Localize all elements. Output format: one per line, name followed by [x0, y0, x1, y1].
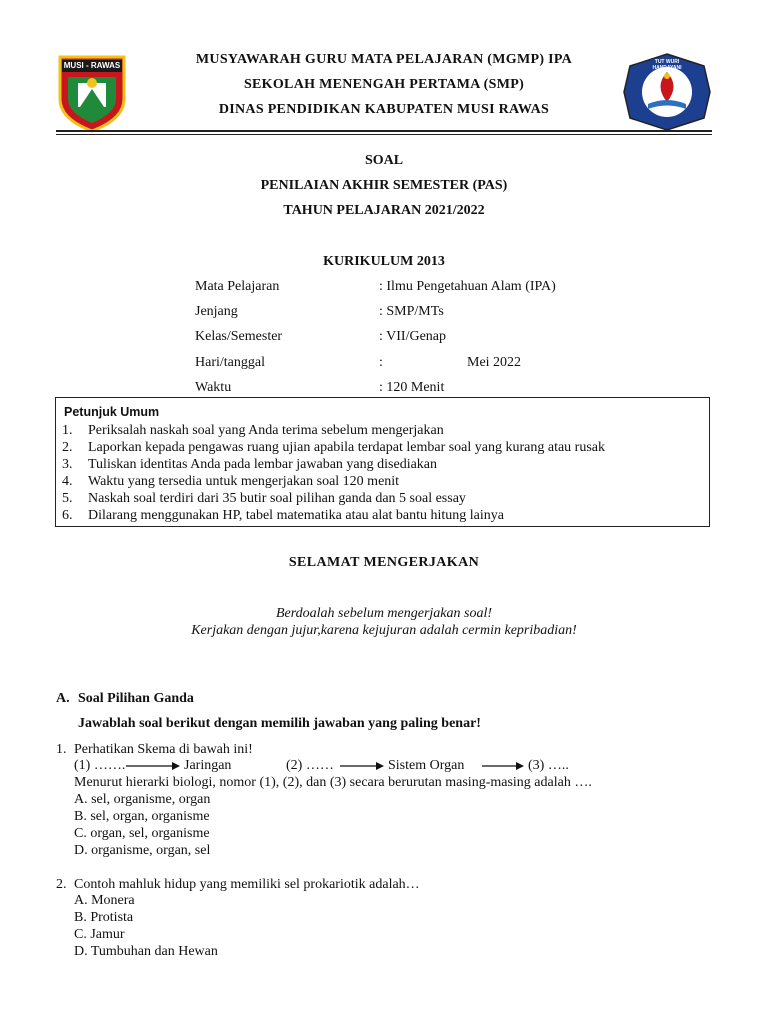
schema-jaringan: Jaringan — [184, 758, 232, 773]
meta-label: Mata Pelajaran — [195, 279, 280, 294]
arrow-icon — [482, 760, 524, 772]
question-text: Perhatikan Skema di bawah ini! — [74, 742, 253, 757]
schema-blank-1: (1) ……. — [74, 758, 126, 773]
meta-value: : 120 Menit — [379, 380, 445, 395]
option-c: C. organ, sel, organisme — [74, 826, 210, 841]
header-line-smp: SEKOLAH MENENGAH PERTAMA (SMP) — [243, 77, 525, 92]
doa-line-1: Berdoalah sebelum mengerjakan soal! — [275, 606, 493, 621]
list-item: 1. Periksalah naskah soal yang Anda terima sebelum mengerjakan — [62, 423, 444, 438]
list-item: 3. Tuliskan identitas Anda pada lembar jawaban yang disediakan — [62, 457, 438, 472]
meta-label: Jenjang — [195, 304, 238, 319]
logo-caption: TUT WURI HANDAYANI — [652, 59, 682, 71]
meta-value: : SMP/MTs — [379, 304, 444, 319]
meta-label: Kelas/Semester — [195, 329, 283, 344]
meta-value: : VII/Genap — [379, 329, 446, 344]
list-item: 4. Waktu yang tersedia untuk mengerjakan soal 120 menit — [62, 474, 400, 489]
title-soal: SOAL — [364, 153, 404, 168]
title-tahun: TAHUN PELAJARAN 2021/2022 — [283, 203, 485, 218]
option-d: D. organisme, organ, sel — [74, 843, 211, 858]
meta-date: Mei 2022 — [467, 355, 522, 370]
question-text: Contoh mahluk hidup yang memiliki sel prokariotik adalah… — [74, 877, 420, 892]
meta-value: : — [379, 355, 383, 370]
meta-row-jenjang — [195, 304, 715, 324]
arrow-icon — [126, 760, 180, 772]
petunjuk-umum-box — [55, 397, 710, 527]
meta-row-kelas — [195, 329, 715, 349]
meta-label: Hari/tanggal — [195, 355, 265, 370]
schema-sistem-organ: Sistem Organ — [388, 758, 465, 773]
list-item: 6. Dilarang menggunakan HP, tabel matematika atau alat bantu hitung lainya — [62, 508, 504, 523]
header-line-dinas: DINAS PENDIDIKAN KABUPATEN MUSI RAWAS — [218, 102, 550, 117]
title-pas: PENILAIAN AKHIR SEMESTER (PAS) — [260, 178, 508, 193]
section-instruction: Jawablah soal berikut dengan memilih jawaban yang paling benar! — [78, 716, 481, 731]
doa-line-2: Kerjakan dengan jujur,karena kejujuran adalah cermin kepribadian! — [191, 623, 577, 638]
title-kurikulum: KURIKULUM 2013 — [323, 254, 445, 269]
question-stem: Menurut hierarki biologi, nomor (1), (2), dan (3) secara berurutan masing-masing adalah …. — [74, 775, 592, 790]
option-b: B. sel, organ, organisme — [74, 809, 210, 824]
option-d: D. Tumbuhan dan Hewan — [74, 944, 218, 959]
list-item: 2. Laporkan kepada pengawas ruang ujian apabila terdapat lembar soal yang kurang atau rusak — [62, 440, 606, 455]
schema-blank-3: (3) ….. — [528, 758, 569, 773]
meta-value: : Ilmu Pengetahuan Alam (IPA) — [379, 279, 556, 294]
meta-label: Waktu — [195, 380, 232, 395]
section-label: A. — [56, 691, 70, 706]
option-a: A. sel, organisme, organ — [74, 792, 211, 807]
option-a: A. Monera — [74, 893, 135, 908]
list-item: 5. Naskah soal terdiri dari 35 butir soal pilihan ganda dan 5 soal essay — [62, 491, 466, 506]
header-line-mgmp: MUSYAWARAH GURU MATA PELAJARAN (MGMP) IPA — [195, 52, 573, 67]
question-number: 2. — [56, 877, 67, 892]
header-rule — [56, 130, 712, 132]
logo-caption: MUSI - RAWAS — [63, 61, 121, 70]
header-rule-thin — [56, 134, 712, 135]
section-title: Soal Pilihan Ganda — [78, 691, 194, 706]
petunjuk-title: Petunjuk Umum — [64, 405, 160, 419]
option-b: B. Protista — [74, 910, 134, 925]
question-number: 1. — [56, 742, 67, 757]
schema-blank-2: (2) …… — [286, 758, 334, 773]
meta-row-mapel — [195, 279, 715, 299]
arrow-icon — [340, 760, 384, 772]
option-c: C. Jamur — [74, 927, 125, 942]
meta-row-tanggal — [195, 355, 715, 375]
selamat-mengerjakan: SELAMAT MENGERJAKAN — [288, 555, 480, 570]
